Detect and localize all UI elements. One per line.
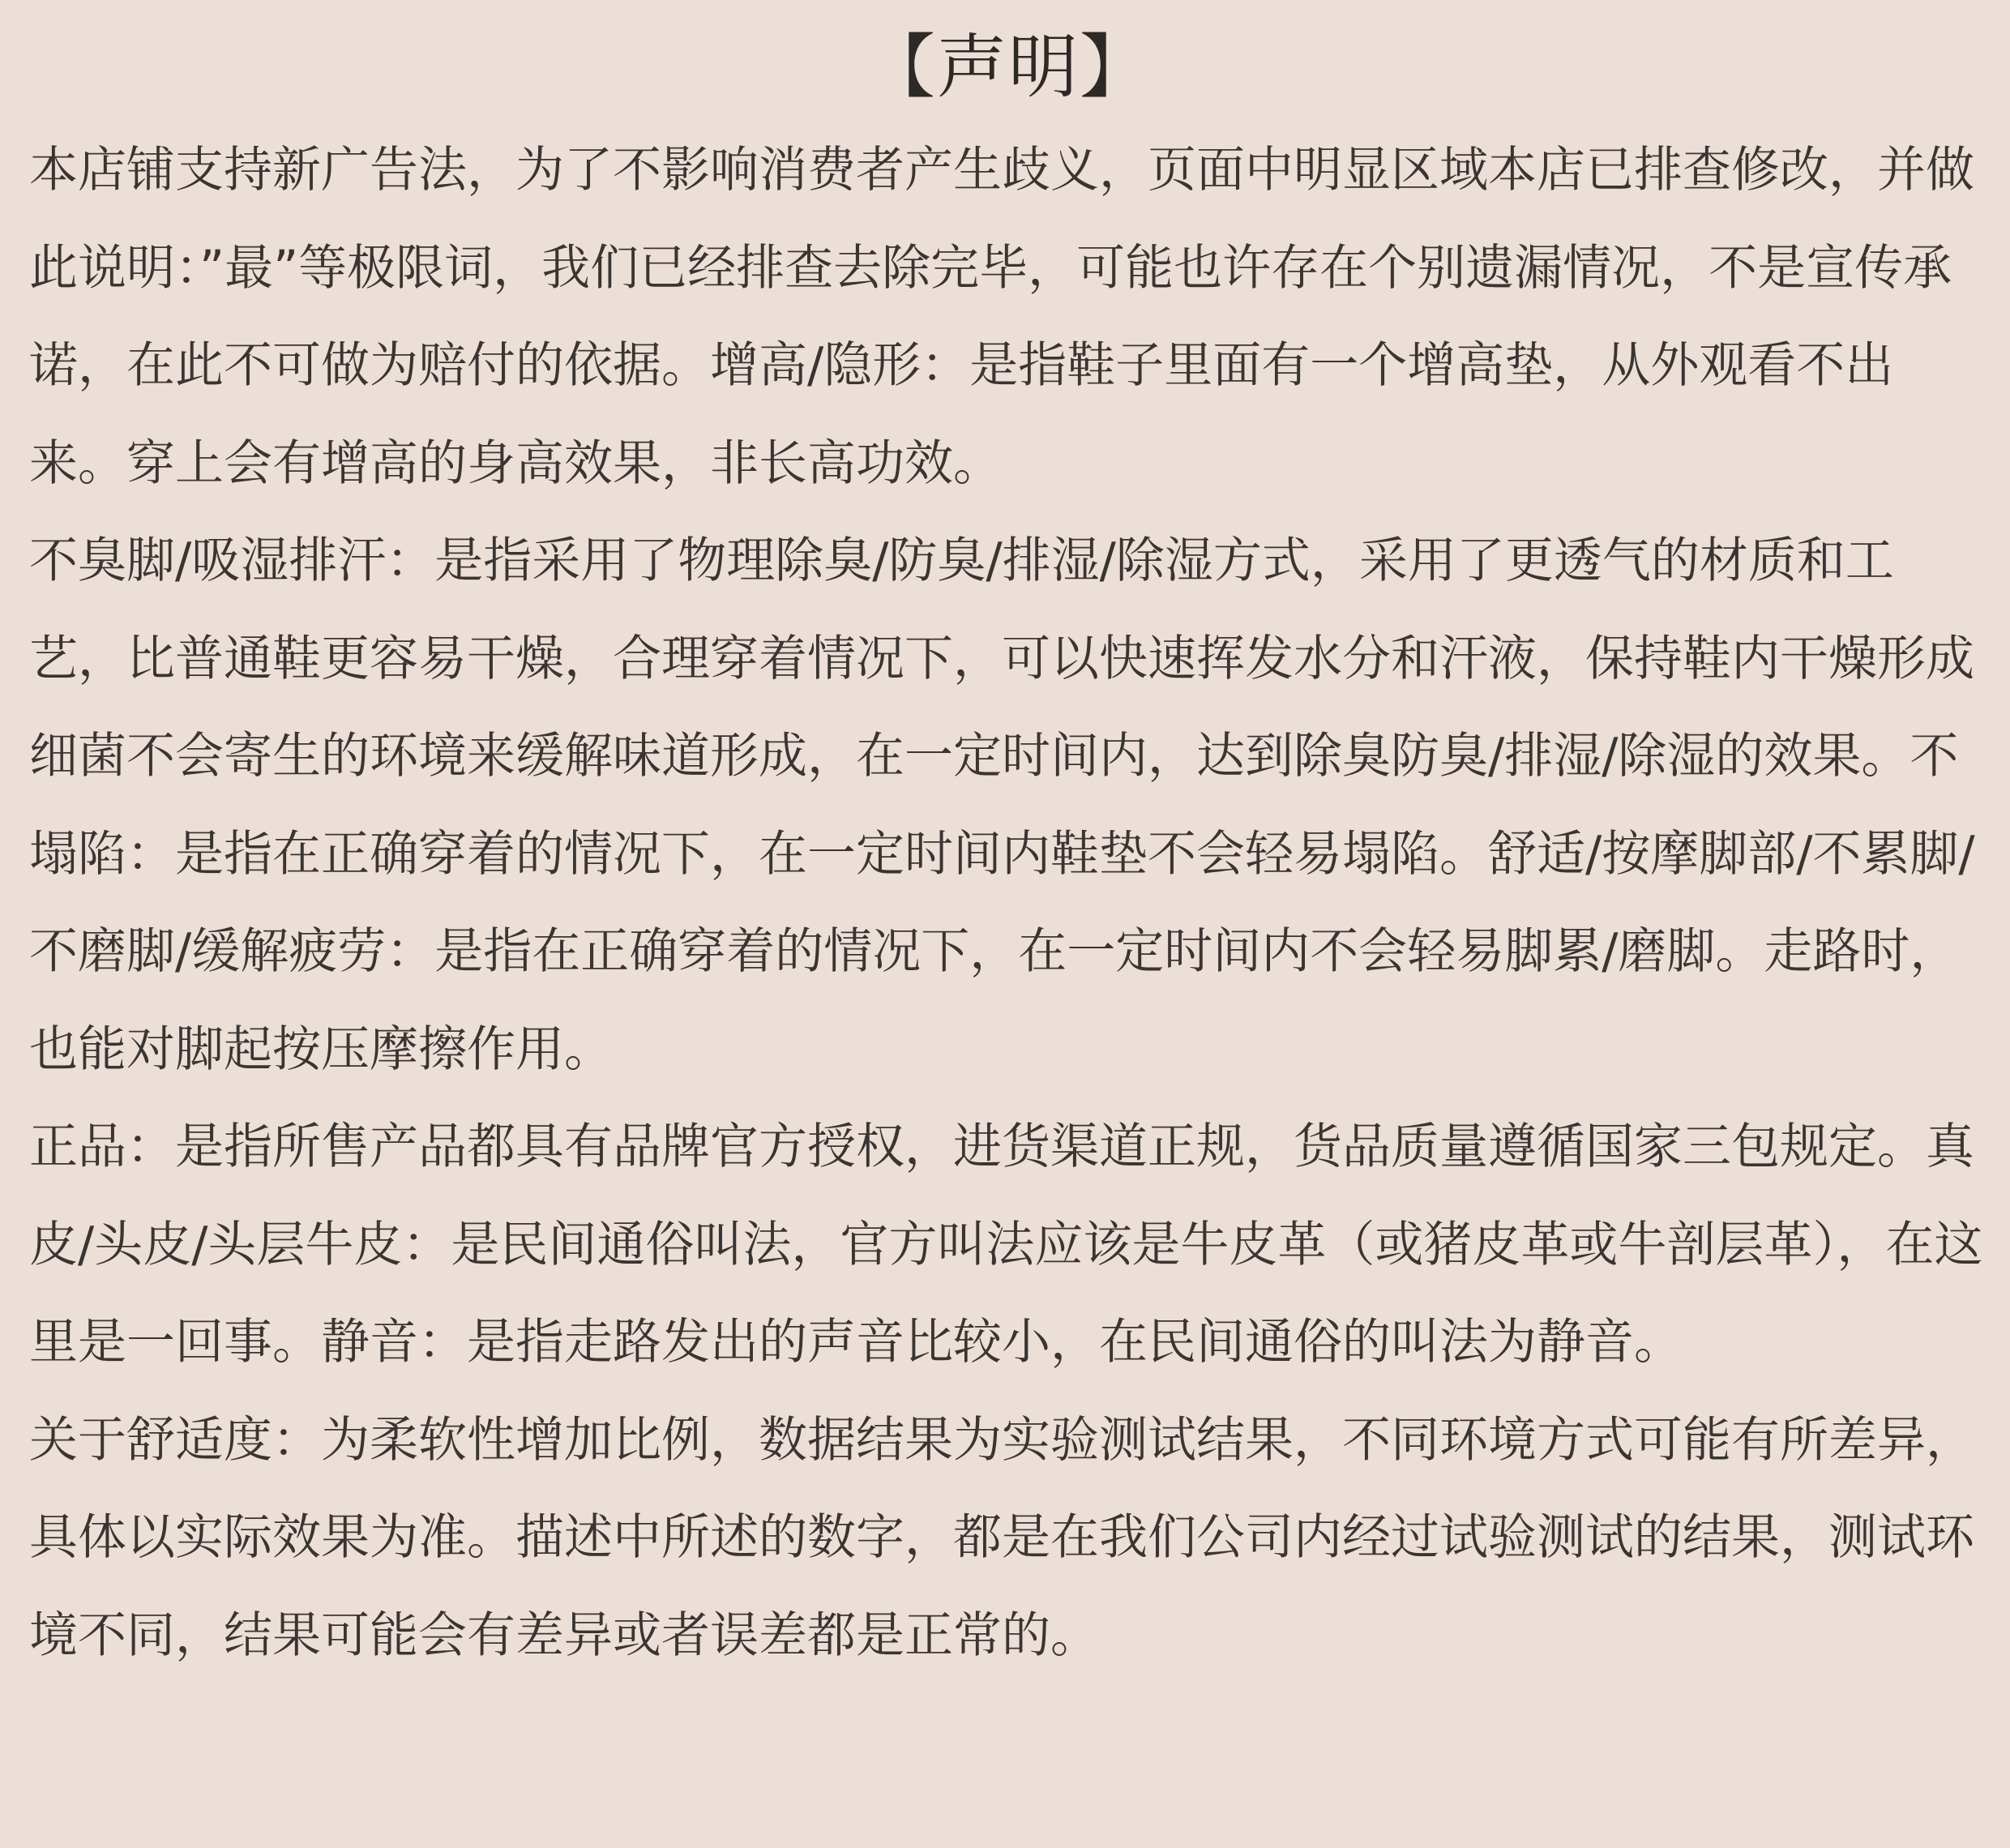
paragraph-authenticity-leather: 正品：是指所售产品都具有品牌官方授权，进货渠道正规，货品质量遵循国家三包规定。真皮/头皮/头层牛皮：是民间通俗叫法，官方叫法应该是牛皮革（或猪皮革或牛剖层革），在这里是一回事。静音：是指走路发出的声音比较小，在民间通俗的叫法为静音。 <box>29 1119 1983 1371</box>
paragraph-odor-comfort: 不臭脚/吸湿排汗：是指采用了物理除臭/防臭/排湿/除湿方式，采用了更透气的材质和工艺，比普通鞋更容易干燥，合理穿着情况下，可以快速挥发水分和汗液，保持鞋内干燥形成细菌不会寄生的环境来缓解味道形成，在一定时间内，达到除臭防臭/排湿/除湿的效果。不塌陷：是指在正确穿着的情况下，在一定时间内鞋垫不会轻易塌陷。舒适/按摩脚部/不累脚/不磨脚/缓解疲劳：是指在正确穿着的情况下，在一定时间内不会轻易脚累/磨脚。走路时，也能对脚起按压摩擦作用。 <box>29 533 1975 1078</box>
paragraph-advertising-law: 本店铺支持新广告法，为了不影响消费者产生歧义，页面中明显区域本店已排查修改，并做此说明：”最”等极限词，我们已经排查去除完毕，可能也许存在个别遗漏情况，不是宣传承诺，在此不可做为赔付的依据。增高/隐形：是指鞋子里面有一个增高垫，从外观看不出来。穿上会有增高的身高效果，非长高功效。 <box>29 142 1974 492</box>
disclaimer-body <box>29 122 1987 1684</box>
paragraph-comfort-data: 关于舒适度：为柔软性增加比例，数据结果为实验测试结果，不同环境方式可能有所差异，具体以实际效果为准。描述中所述的数字，都是在我们公司内经过试验测试的结果，测试环境不同，结果可能会有差异或者误差都是正常的。 <box>29 1411 1974 1664</box>
page-title: 【声明】 <box>866 27 1151 108</box>
